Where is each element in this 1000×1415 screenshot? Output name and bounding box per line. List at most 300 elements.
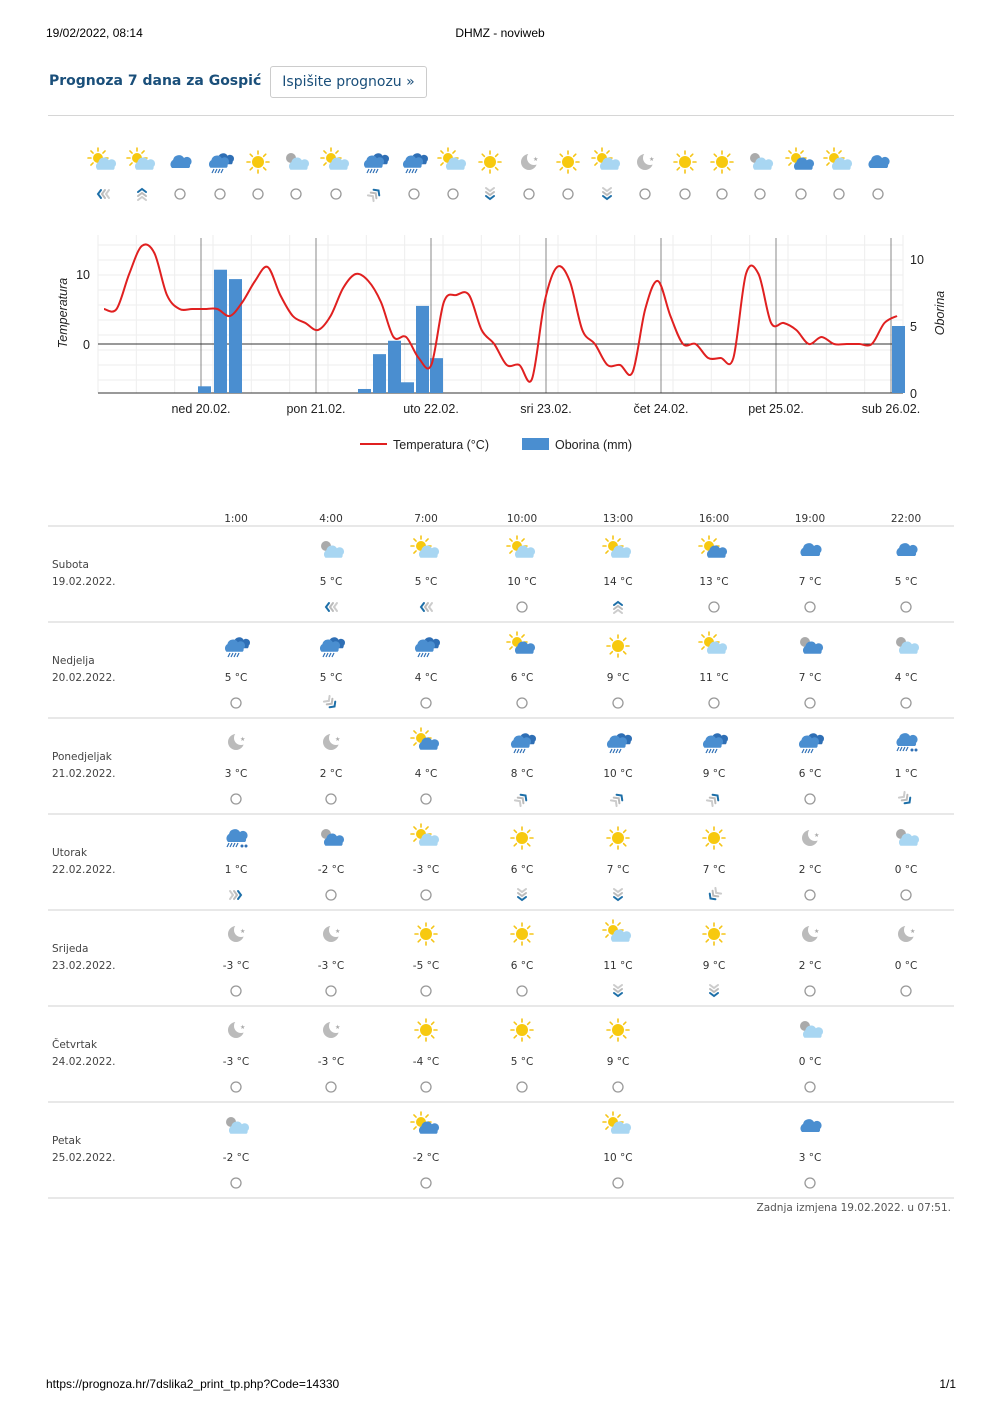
forecast-cell — [799, 1021, 823, 1092]
wind-icon — [614, 889, 622, 900]
temperature-value: -3 °C — [412, 864, 440, 876]
day-date: 22.02.2022. — [52, 864, 116, 876]
day-label — [52, 1133, 115, 1167]
weather-icon — [228, 923, 248, 942]
x-tick-label: sub 26.02. — [861, 402, 921, 416]
y-right-tick: 10 — [910, 253, 924, 267]
day-name: Četvrtak — [52, 1039, 98, 1051]
wind-icon — [708, 888, 721, 901]
wind-icon — [710, 985, 718, 996]
last-update: Zadnja izmjena 19.02.2022. u 07:51. — [756, 1202, 951, 1214]
y-right-tick: 0 — [910, 387, 917, 401]
temperature-value: -2 °C — [317, 864, 345, 876]
forecast-cell — [603, 536, 633, 613]
forecast-cell — [413, 1019, 439, 1092]
strip-wind-icon — [448, 189, 458, 199]
forecast-cell — [507, 632, 535, 708]
temperature-value: 10 °C — [507, 576, 537, 588]
day-name: Petak — [52, 1135, 82, 1147]
weather-icon — [511, 733, 536, 753]
wind-icon — [517, 698, 527, 708]
day-date: 20.02.2022. — [52, 672, 116, 684]
weather-icon — [703, 827, 725, 849]
wind-icon — [231, 1178, 241, 1188]
wind-icon — [614, 985, 622, 996]
wind-icon — [709, 602, 719, 612]
forecast-table — [0, 500, 1000, 1220]
weather-icon — [896, 543, 917, 556]
temperature-value: 1 °C — [224, 864, 248, 876]
wind-icon — [421, 1178, 431, 1188]
wind-icon — [326, 890, 336, 900]
strip-wind-icon — [603, 188, 611, 199]
wind-icon — [805, 602, 815, 612]
weather-icon — [603, 920, 631, 942]
weather-icon — [699, 632, 727, 654]
forecast-cell — [799, 733, 824, 804]
forecast-chart — [0, 225, 1000, 465]
strip-wind-icon — [175, 189, 185, 199]
strip-weather-icon — [88, 148, 116, 170]
svg-text:★: ★ — [649, 156, 655, 163]
x-tick-label: uto 22.02. — [403, 402, 459, 416]
legend-temperature: Temperatura (°C) — [393, 438, 489, 452]
temperature-value: 5 °C — [224, 672, 248, 684]
weather-icon — [603, 536, 631, 558]
temperature-value: -5 °C — [412, 960, 440, 972]
legend-precipitation: Oborina (mm) — [555, 438, 633, 452]
temperature-value: 4 °C — [894, 672, 918, 684]
day-date: 19.02.2022. — [52, 576, 116, 588]
wind-icon — [901, 602, 911, 612]
strip-weather-icon — [637, 151, 657, 170]
forecast-cell — [318, 923, 344, 996]
temperature-value: 4 °C — [414, 672, 438, 684]
temperature-value: 9 °C — [606, 1056, 630, 1068]
strip-wind-icon — [409, 189, 419, 199]
temperature-value: 13 °C — [699, 576, 729, 588]
temperature-value: 6 °C — [510, 960, 534, 972]
wind-icon — [421, 794, 431, 804]
strip-weather-icon — [750, 153, 773, 170]
print-datetime: 19/02/2022, 08:14 — [46, 26, 143, 40]
forecast-cell — [511, 827, 534, 900]
temperature-value: 7 °C — [606, 864, 630, 876]
weather-icon — [703, 733, 728, 753]
weather-icon — [411, 824, 439, 846]
temperature-value: 4 °C — [414, 768, 438, 780]
wind-icon — [421, 890, 431, 900]
precip-bar — [358, 389, 371, 393]
weather-icon — [800, 1021, 823, 1038]
strip-wind-icon — [331, 189, 341, 199]
wind-icon — [805, 986, 815, 996]
wind-icon — [231, 698, 241, 708]
weather-icon — [607, 1019, 629, 1041]
day-label — [52, 749, 115, 783]
wind-icon — [421, 603, 432, 611]
strip-weather-icon — [711, 151, 733, 173]
strip-wind-icon — [640, 189, 650, 199]
forecast-cell — [799, 637, 823, 708]
strip-wind-icon — [717, 189, 727, 199]
strip-weather-icon — [209, 153, 234, 173]
temperature-value: -2 °C — [412, 1152, 440, 1164]
precip-bar — [388, 341, 401, 393]
temperature-value: 7 °C — [702, 864, 726, 876]
hour-header: 4:00 — [319, 513, 343, 525]
weather-icon — [607, 733, 632, 753]
day-name: Ponedjeljak — [52, 751, 112, 763]
weather-icon — [411, 536, 439, 558]
y-left-tick: 10 — [76, 268, 90, 282]
weather-icon — [507, 536, 535, 558]
temperature-value: 5 °C — [319, 672, 343, 684]
wind-icon — [421, 986, 431, 996]
forecast-cell — [223, 1019, 249, 1092]
strip-wind-icon — [755, 189, 765, 199]
wind-icon — [326, 986, 336, 996]
strip-weather-icon — [868, 155, 889, 168]
forecast-cell — [895, 637, 919, 708]
weather-icon — [321, 541, 344, 558]
x-tick-label: ned 20.02. — [171, 402, 231, 416]
weather-icon — [323, 1019, 343, 1038]
strip-weather-icon — [170, 155, 191, 168]
hour-header: 19:00 — [794, 513, 826, 525]
forecast-cell — [225, 637, 250, 708]
forecast-cell — [411, 824, 439, 900]
forecast-cell — [225, 731, 248, 804]
weather-icon — [323, 731, 343, 750]
strip-wind-icon — [834, 189, 844, 199]
weather-icon — [799, 733, 824, 753]
svg-text:★: ★ — [240, 1024, 246, 1031]
icon-strip — [0, 140, 1000, 220]
temperature-value: 2 °C — [319, 768, 343, 780]
wind-icon — [517, 602, 527, 612]
hour-header: 10:00 — [506, 513, 538, 525]
forecast-cell — [703, 827, 726, 901]
temperature-value: -3 °C — [222, 960, 250, 972]
weather-icon — [225, 637, 250, 657]
forecast-cell — [415, 637, 440, 708]
forecast-cell — [320, 731, 343, 804]
forecast-cell — [895, 923, 918, 996]
x-tick-label: sri 23.02. — [520, 402, 572, 416]
precip-bar — [416, 306, 429, 393]
x-tick-label: pet 25.02. — [748, 402, 804, 416]
strip-weather-icon — [479, 151, 501, 173]
svg-text:★: ★ — [335, 736, 341, 743]
wind-icon — [613, 698, 623, 708]
forecast-cell — [603, 920, 633, 996]
y-right-tick: 5 — [910, 320, 917, 334]
precip-bar — [373, 354, 386, 393]
weather-icon — [800, 543, 821, 556]
page-title: Prognoza 7 dana za Gospić — [49, 73, 262, 89]
strip-weather-icon — [592, 148, 620, 170]
forecast-cell — [320, 637, 345, 709]
strip-wind-icon — [680, 189, 690, 199]
day-label — [52, 845, 115, 879]
wind-icon — [326, 1082, 336, 1092]
temperature-value: -4 °C — [412, 1056, 440, 1068]
weather-icon — [800, 637, 823, 654]
precip-bar — [214, 270, 227, 393]
strip-wind-icon — [368, 188, 381, 201]
temperature-value: -3 °C — [222, 1056, 250, 1068]
weather-icon — [415, 1019, 437, 1041]
weather-icon — [802, 827, 822, 846]
weather-icon — [699, 536, 727, 558]
weather-icon — [507, 632, 535, 654]
wind-icon — [901, 890, 911, 900]
wind-icon — [326, 603, 337, 611]
wind-icon — [515, 793, 528, 806]
wind-icon — [518, 889, 526, 900]
forecast-cell — [223, 1117, 249, 1188]
precip-bar — [892, 326, 905, 393]
temperature-value: 5 °C — [319, 576, 343, 588]
hour-header: 7:00 — [414, 513, 438, 525]
strip-wind-icon — [98, 190, 109, 198]
weather-icon — [511, 923, 533, 945]
svg-text:★: ★ — [240, 928, 246, 935]
temperature-value: 5 °C — [894, 576, 918, 588]
print-page-title: DHMZ - noviweb — [455, 26, 545, 40]
weather-icon — [896, 733, 917, 751]
strip-weather-icon — [364, 153, 389, 173]
temperature-value: 0 °C — [894, 864, 918, 876]
day-label — [52, 1037, 115, 1071]
forecast-cell — [699, 632, 729, 708]
strip-weather-icon — [127, 148, 155, 170]
weather-icon — [415, 637, 440, 657]
wind-icon — [901, 698, 911, 708]
day-name: Srijeda — [52, 943, 89, 955]
temperature-value: 6 °C — [510, 672, 534, 684]
weather-icon — [607, 635, 629, 657]
weather-icon — [898, 923, 918, 942]
strip-weather-icon — [521, 151, 541, 170]
forecast-cell — [318, 829, 344, 900]
day-date: 23.02.2022. — [52, 960, 116, 972]
day-label — [52, 941, 115, 975]
temperature-value: 3 °C — [798, 1152, 822, 1164]
precip-bar — [229, 279, 242, 393]
temperature-value: 7 °C — [798, 672, 822, 684]
forecast-cell — [603, 733, 632, 806]
strip-wind-icon — [253, 189, 263, 199]
weather-icon — [607, 827, 629, 849]
day-date: 25.02.2022. — [52, 1152, 116, 1164]
chart-legend — [360, 438, 632, 452]
temperature-value: 7 °C — [798, 576, 822, 588]
hour-header: 16:00 — [698, 513, 730, 525]
temperature-value: 3 °C — [224, 768, 248, 780]
day-label — [52, 653, 115, 687]
temperature-value: 14 °C — [603, 576, 633, 588]
x-tick-label: pon 21.02. — [286, 402, 346, 416]
wind-icon — [614, 602, 622, 613]
divider — [48, 115, 954, 116]
temperature-value: 2 °C — [798, 960, 822, 972]
wind-icon — [421, 698, 431, 708]
weather-icon — [320, 637, 345, 657]
hour-header: 22:00 — [890, 513, 922, 525]
day-date: 21.02.2022. — [52, 768, 116, 780]
forecast-cell — [799, 1119, 822, 1188]
wind-icon — [805, 698, 815, 708]
forecast-cell — [895, 543, 918, 612]
temperature-value: 10 °C — [603, 768, 633, 780]
y-right-label: Oborina — [933, 290, 947, 336]
forecast-cell — [225, 829, 248, 899]
forecast-cell — [607, 635, 630, 708]
temperature-value: 10 °C — [603, 1152, 633, 1164]
wind-icon — [899, 792, 912, 805]
forecast-cell — [703, 923, 726, 996]
strip-weather-icon — [557, 151, 579, 173]
print-url: https://prognoza.hr/7dslika2_print_tp.php?Code=14330 — [46, 1377, 340, 1391]
strip-weather-icon — [824, 148, 852, 170]
forecast-cell — [799, 543, 822, 612]
weather-icon — [800, 1119, 821, 1132]
hour-header: 13:00 — [602, 513, 634, 525]
temperature-value: -3 °C — [317, 1056, 345, 1068]
weather-icon — [411, 728, 439, 750]
day-name: Utorak — [52, 847, 88, 859]
weather-icon — [411, 1112, 439, 1134]
strip-wind-icon — [563, 189, 573, 199]
wind-icon — [613, 1178, 623, 1188]
forecast-cell — [318, 1019, 344, 1092]
weather-icon — [228, 731, 248, 750]
temperature-value: 9 °C — [702, 768, 726, 780]
forecast-cell — [507, 536, 537, 612]
weather-icon — [323, 923, 343, 942]
forecast-cell — [607, 1019, 630, 1092]
wind-icon — [805, 1082, 815, 1092]
weather-icon — [896, 829, 919, 846]
wind-icon — [231, 986, 241, 996]
forecast-cell — [607, 827, 630, 900]
weather-icon — [226, 1117, 249, 1134]
forecast-cell — [799, 827, 822, 900]
forecast-cell — [320, 541, 344, 611]
wind-icon — [231, 1082, 241, 1092]
temperature-value: 6 °C — [510, 864, 534, 876]
wind-icon — [709, 698, 719, 708]
strip-wind-icon — [524, 189, 534, 199]
temperature-value: 11 °C — [699, 672, 729, 684]
temperature-value: 0 °C — [894, 960, 918, 972]
y-left-label: Temperatura — [56, 277, 70, 349]
day-name: Subota — [52, 559, 89, 571]
forecast-cell — [895, 829, 919, 900]
wind-icon — [805, 794, 815, 804]
precip-bar — [401, 382, 414, 393]
forecast-cell — [799, 923, 822, 996]
day-label — [52, 557, 115, 591]
forecast-cell — [413, 923, 439, 996]
day-name: Nedjelja — [52, 655, 95, 667]
svg-text:★: ★ — [814, 832, 820, 839]
temperature-value: 5 °C — [510, 1056, 534, 1068]
wind-icon — [326, 794, 336, 804]
strip-weather-icon — [403, 153, 428, 173]
temperature-value: 0 °C — [798, 1056, 822, 1068]
hour-header: 1:00 — [224, 513, 248, 525]
temperature-value: -2 °C — [222, 1152, 250, 1164]
x-tick-label: čet 24.02. — [633, 402, 689, 416]
print-forecast-button[interactable]: Ispišite prognozu » — [270, 66, 427, 98]
strip-wind-icon — [486, 188, 494, 199]
forecast-cell — [411, 1112, 439, 1188]
temperature-value: 9 °C — [702, 960, 726, 972]
forecast-cell — [511, 733, 536, 806]
wind-icon — [805, 1178, 815, 1188]
weather-icon — [603, 1112, 631, 1134]
strip-wind-icon — [291, 189, 301, 199]
wind-icon — [805, 890, 815, 900]
temperature-value: -3 °C — [317, 960, 345, 972]
temperature-value: 2 °C — [798, 864, 822, 876]
strip-weather-icon — [286, 153, 309, 170]
precip-bar — [198, 386, 211, 393]
wind-icon — [901, 986, 911, 996]
weather-icon — [226, 829, 247, 847]
wind-icon — [517, 986, 527, 996]
temperature-value: 5 °C — [414, 576, 438, 588]
wind-icon — [231, 794, 241, 804]
temperature-value: 1 °C — [894, 768, 918, 780]
weather-icon — [321, 829, 344, 846]
forecast-cell — [703, 733, 728, 806]
forecast-cell — [411, 536, 439, 611]
strip-weather-icon — [247, 151, 269, 173]
svg-text:★: ★ — [910, 928, 916, 935]
forecast-cell — [895, 733, 918, 805]
temperature-value: 11 °C — [603, 960, 633, 972]
forecast-cell — [699, 536, 729, 612]
temperature-value: 9 °C — [606, 672, 630, 684]
svg-text:★: ★ — [240, 736, 246, 743]
strip-weather-icon — [321, 148, 349, 170]
wind-icon — [421, 1082, 431, 1092]
print-page-number: 1/1 — [939, 1377, 956, 1391]
weather-icon — [802, 923, 822, 942]
wind-icon — [707, 793, 720, 806]
wind-icon — [324, 696, 337, 709]
strip-wind-icon — [873, 189, 883, 199]
forecast-cell — [603, 1112, 633, 1188]
strip-weather-icon — [438, 148, 466, 170]
weather-icon — [896, 637, 919, 654]
wind-icon — [613, 1082, 623, 1092]
wind-icon — [230, 891, 241, 899]
strip-weather-icon — [786, 148, 814, 170]
strip-wind-icon — [215, 189, 225, 199]
temperature-value: 6 °C — [798, 768, 822, 780]
strip-wind-icon — [138, 189, 146, 200]
svg-text:★: ★ — [533, 156, 539, 163]
y-left-tick: 0 — [83, 338, 90, 352]
forecast-cell — [223, 923, 249, 996]
svg-text:★: ★ — [814, 928, 820, 935]
weather-icon — [703, 923, 725, 945]
